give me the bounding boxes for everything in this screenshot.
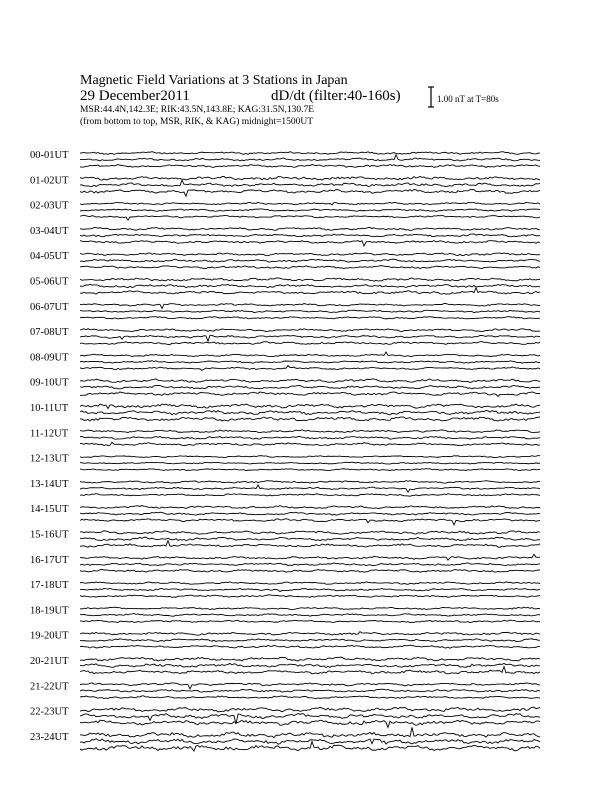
hour-label: 23-24UT <box>30 731 69 743</box>
hour-label: 21-22UT <box>30 681 69 693</box>
trace-kag <box>80 632 540 636</box>
trace-rik <box>80 284 540 288</box>
hour-label: 06-07UT <box>30 301 69 313</box>
trace-rik <box>80 436 540 439</box>
trace-msr <box>80 541 540 548</box>
trace-kag <box>80 404 540 409</box>
measure-label: dD/dt (filter:40-160s) <box>271 88 401 104</box>
hour-row <box>30 580 540 597</box>
hour-row <box>30 277 540 295</box>
trace-msr <box>80 190 540 197</box>
trace-rik <box>80 739 540 745</box>
trace-kag <box>80 352 540 357</box>
trace-msr <box>80 469 540 471</box>
hour-label: 11-12UT <box>30 428 69 440</box>
trace-rik <box>80 614 540 617</box>
hour-label: 18-19UT <box>30 605 69 617</box>
hour-row <box>30 605 540 622</box>
trace-rik <box>80 588 540 591</box>
trace-msr <box>80 417 540 421</box>
trace-rik <box>80 512 540 515</box>
trace-kag <box>80 176 540 180</box>
trace-msr <box>80 241 540 246</box>
hour-label: 09-10UT <box>30 377 69 389</box>
hour-label: 10-11UT <box>30 403 69 414</box>
trace-msr <box>80 667 540 674</box>
trace-rik <box>80 385 540 388</box>
trace-kag <box>80 303 540 308</box>
hour-label: 05-06UT <box>30 276 69 288</box>
hour-label: 01-02UT <box>30 175 69 187</box>
hour-row <box>30 707 540 728</box>
trace-kag <box>80 531 540 534</box>
hour-label: 04-05UT <box>30 251 69 263</box>
trace-kag <box>80 278 540 281</box>
trace-msr <box>80 164 540 167</box>
trace-rik <box>80 259 540 262</box>
trace-rik <box>80 563 540 566</box>
trace-rik <box>80 485 540 492</box>
scale-bar-label: 1.00 nT at T=80s <box>437 94 499 104</box>
trace-msr <box>80 317 540 319</box>
hour-label: 12-13UT <box>30 453 69 465</box>
hour-label: 15-16UT <box>30 529 69 541</box>
trace-msr <box>80 519 540 525</box>
hour-row <box>30 727 540 751</box>
trace-kag <box>80 152 540 155</box>
hour-row <box>30 327 540 345</box>
hour-label: 08-09UT <box>30 352 69 364</box>
hour-row <box>30 251 540 268</box>
trace-rik <box>80 335 540 341</box>
trace-kag <box>80 329 540 332</box>
trace-rik <box>80 689 540 692</box>
hour-label: 17-18UT <box>30 580 69 592</box>
trace-rik <box>80 209 540 211</box>
trace-kag <box>80 227 540 230</box>
trace-msr <box>80 342 540 345</box>
hour-label: 14-15UT <box>30 504 69 516</box>
trace-kag <box>80 430 540 433</box>
hour-label: 20-21UT <box>30 656 69 667</box>
hour-row <box>30 681 540 698</box>
trace-rik <box>80 234 540 237</box>
trace-kag <box>80 506 540 509</box>
trace-kag <box>80 707 540 712</box>
hour-row <box>30 428 540 445</box>
trace-kag <box>80 727 540 737</box>
hour-row <box>30 479 540 496</box>
hour-label: 13-14UT <box>30 478 69 490</box>
trace-kag <box>80 607 540 610</box>
trace-msr <box>80 569 540 572</box>
order-note: (from bottom to top, MSR, RIK, & KAG) midnight=1500UT <box>80 117 314 127</box>
date-label: 29 December2011 <box>80 88 190 104</box>
hour-row <box>30 656 540 674</box>
trace-msr <box>80 696 540 699</box>
trace-rik <box>80 180 540 187</box>
trace-rik <box>80 663 540 667</box>
trace-kag <box>80 253 540 256</box>
trace-kag <box>80 554 540 560</box>
hour-row <box>30 150 540 167</box>
trace-msr <box>80 215 540 220</box>
trace-rik <box>80 310 540 312</box>
hour-label: 22-23UT <box>30 706 69 718</box>
hour-label: 07-08UT <box>30 327 69 339</box>
trace-rik <box>80 361 540 364</box>
hour-label: 03-04UT <box>30 225 69 237</box>
hour-row <box>30 554 540 572</box>
trace-rik <box>80 639 540 642</box>
trace-kag <box>80 657 540 661</box>
trace-rik <box>80 155 540 161</box>
hour-row <box>30 530 540 548</box>
hour-row <box>30 201 540 221</box>
trace-msr <box>80 720 540 727</box>
trace-msr <box>80 595 540 598</box>
hour-label: 16-17UT <box>30 554 69 566</box>
trace-msr <box>80 366 540 371</box>
trace-kag <box>80 481 540 484</box>
hour-label: 00-01UT <box>30 150 69 161</box>
scale-bar <box>428 87 434 107</box>
hour-row <box>30 454 540 471</box>
trace-msr <box>80 494 540 497</box>
hour-label: 02-03UT <box>30 200 69 212</box>
chart-title: Magnetic Field Variations at 3 Stations in Japan <box>80 73 348 88</box>
hour-row <box>30 302 540 319</box>
hour-row <box>30 226 540 246</box>
hour-label: 19-20UT <box>30 630 69 642</box>
hour-row <box>30 631 540 649</box>
trace-kag <box>80 456 540 458</box>
trace-kag <box>80 683 540 689</box>
hour-row <box>30 175 540 196</box>
trace-msr <box>80 442 540 445</box>
trace-msr <box>80 288 540 295</box>
trace-kag <box>80 582 540 585</box>
stations-label: MSR:44.4N,142.3E; RIK:43.5N,143.8E; KAG:31.5N,130.7E <box>80 105 315 115</box>
trace-msr <box>80 266 540 269</box>
hour-row <box>30 378 540 397</box>
hour-row <box>30 403 540 421</box>
hour-row <box>30 504 540 525</box>
trace-rik <box>80 410 540 414</box>
trace-msr <box>80 392 540 397</box>
trace-kag <box>80 379 540 383</box>
hour-rows <box>30 150 540 751</box>
trace-msr <box>80 620 540 623</box>
trace-rik <box>80 537 540 541</box>
hour-row <box>30 352 540 370</box>
trace-kag <box>80 202 540 204</box>
trace-msr <box>80 645 540 648</box>
trace-rik <box>80 462 540 464</box>
